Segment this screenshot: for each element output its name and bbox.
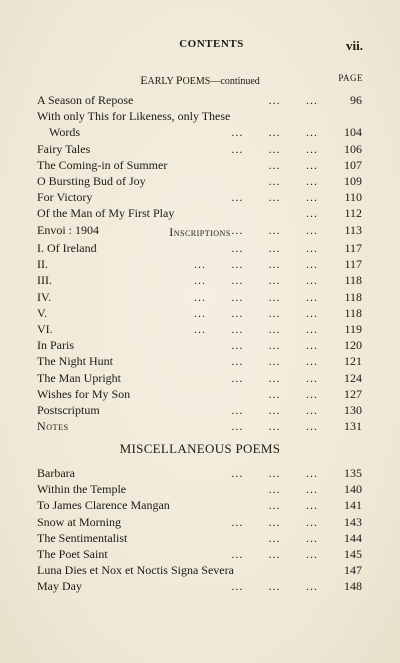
entry-title: Luna Dies et Nox et Noctis Signa Severa	[37, 563, 234, 578]
toc-entry	[37, 481, 362, 497]
section-label: EARLY POEMS—continued	[140, 73, 260, 87]
entry-page-number: 117	[344, 241, 362, 255]
page-column-label: PAGE	[338, 73, 363, 83]
leader-dots: ... ... ...	[231, 141, 318, 156]
toc-entry	[37, 546, 362, 562]
entry-page-number: 118	[344, 305, 362, 320]
leader-dots: ... ... ...	[231, 546, 318, 561]
entry-title: The Night Hunt	[37, 354, 113, 369]
entry-page-number: 113	[344, 222, 362, 237]
entry-title: A Season of Repose	[37, 93, 134, 107]
entry-title: Of the Man of My First Play	[37, 206, 175, 221]
entry-page-number: 135	[344, 466, 362, 480]
leader-dots: ... ... ...	[231, 190, 318, 205]
entry-title: Notes	[37, 419, 69, 434]
toc-entry	[37, 256, 362, 272]
entry-title: IV.	[37, 289, 52, 304]
entry-title: II.	[37, 257, 48, 272]
leader-dots: ... ... ...	[231, 402, 318, 417]
entry-title: Wishes for My Son	[37, 386, 131, 401]
entry-page-number: 118	[344, 289, 362, 304]
section-heading-miscellaneous: MISCELLANEOUS POEMS	[119, 441, 281, 456]
leader-dots: ... ... ... ...	[194, 257, 318, 272]
toc-entry	[37, 530, 362, 546]
leader-dots: ... ...	[268, 482, 318, 497]
entry-page-number: 119	[344, 321, 362, 336]
entry-page-number: 96	[350, 93, 362, 107]
toc-entry	[37, 321, 362, 337]
toc-entry	[37, 578, 362, 594]
toc-entry	[37, 497, 362, 513]
entry-title: V.	[37, 305, 48, 320]
entry-title: May Day	[37, 579, 82, 594]
leader-dots: ... ... ...	[231, 338, 318, 353]
toc-entry	[37, 305, 362, 321]
toc-entry	[37, 514, 362, 530]
leader-dots: ... ... ... ...	[194, 321, 318, 336]
entry-page-number: 106	[344, 141, 362, 156]
leader-dots: ... ... ... ...	[194, 305, 318, 320]
entry-title: Barbara	[37, 466, 75, 480]
entry-title: The Sentimentalist	[37, 530, 128, 545]
entry-page-number: 140	[344, 482, 362, 497]
leader-dots: ... ... ...	[231, 579, 318, 594]
entry-title: I. Of Ireland	[37, 241, 97, 255]
section-heading-inscriptions	[0, 225, 400, 239]
toc-entry	[37, 465, 362, 481]
entry-title: The Man Upright	[37, 370, 121, 385]
leader-dots: ... ... ...	[231, 370, 318, 385]
toc-entry	[37, 173, 362, 189]
toc-entry	[37, 141, 362, 157]
entry-title: To James Clarence Mangan	[37, 498, 170, 513]
toc-entry	[37, 289, 362, 305]
entry-title: Snow at Morning	[37, 514, 121, 529]
leader-dots: ... ...	[268, 173, 318, 188]
entry-page-number: 130	[344, 402, 362, 417]
toc-entry	[37, 386, 362, 402]
leader-dots: ... ... ...	[231, 419, 318, 434]
entry-page-number: 121	[344, 354, 362, 369]
entry-title: Postscriptum	[37, 402, 100, 417]
entry-page-number: 109	[344, 173, 362, 188]
entry-page-number: 118	[344, 273, 362, 288]
toc-entry	[37, 272, 362, 288]
entry-page-number: 127	[344, 386, 362, 401]
toc-entry	[37, 205, 362, 221]
toc-entry	[37, 370, 362, 386]
toc-entry	[37, 108, 362, 124]
toc-entry	[37, 157, 362, 173]
early-poems-list	[37, 92, 362, 238]
entry-title: Envoi : 1904	[37, 222, 99, 237]
entry-page-number: 110	[344, 190, 362, 205]
leader-dots: ... ... ...	[231, 514, 318, 529]
entry-title: O Bursting Bud of Joy	[37, 173, 146, 188]
entry-title: In Paris	[37, 338, 74, 353]
entry-title: Words	[49, 125, 81, 140]
entry-page-number: 104	[344, 125, 362, 140]
toc-entry	[37, 337, 362, 353]
leader-dots: ... ...	[268, 530, 318, 545]
entry-page-number: 131	[344, 419, 362, 434]
entry-page-number: 120	[344, 338, 362, 353]
leader-dots: ... ... ...	[231, 241, 318, 255]
entry-title: The Coming-in of Summer	[37, 157, 168, 172]
section-heading-early-poems	[0, 73, 400, 87]
leader-dots: ... ...	[268, 386, 318, 401]
entry-title: III.	[37, 273, 52, 288]
entry-page-number: 148	[344, 579, 362, 594]
leader-dots: ... ...	[268, 498, 318, 513]
entry-page-number: 145	[344, 546, 362, 561]
miscellaneous-poems-list	[37, 465, 362, 595]
toc-entry	[37, 124, 362, 140]
leader-dots: ... ... ...	[231, 222, 318, 237]
leader-dots: ... ... ... ...	[194, 273, 318, 288]
leader-dots: ... ... ... ...	[194, 289, 318, 304]
toc-entry	[37, 402, 362, 418]
leader-dots: ... ... ...	[231, 466, 318, 480]
leader-dots: ... ... ...	[231, 125, 318, 140]
section-label: Inscriptions	[169, 225, 231, 239]
page-title: CONTENTS	[179, 38, 244, 50]
leader-dots: ... ...	[268, 157, 318, 172]
entry-title: For Victory	[37, 190, 93, 205]
page-number: vii.	[346, 38, 363, 53]
entry-title: The Poet Saint	[37, 546, 108, 561]
entry-page-number: 117	[344, 257, 362, 272]
toc-entry	[37, 189, 362, 205]
leader-dots: ...	[305, 206, 318, 221]
toc-entry	[37, 562, 362, 578]
toc-entry	[37, 418, 362, 434]
entry-page-number: 144	[344, 530, 362, 545]
entry-page-number: 143	[344, 514, 362, 529]
entry-title: Fairy Tales	[37, 141, 91, 156]
toc-entry	[37, 353, 362, 369]
toc-entry	[37, 92, 362, 108]
inscriptions-list	[37, 240, 362, 434]
entry-title: With only This for Likeness, only These	[37, 109, 231, 124]
entry-page-number: 112	[344, 206, 362, 221]
entry-page-number: 147	[344, 563, 362, 578]
entry-title: Within the Temple	[37, 482, 127, 497]
leader-dots: ... ... ...	[231, 354, 318, 369]
entry-page-number: 124	[344, 370, 362, 385]
toc-entry	[37, 240, 362, 256]
leader-dots: ... ...	[268, 93, 318, 107]
entry-page-number: 107	[344, 157, 362, 172]
running-head	[60, 38, 363, 54]
entry-page-number: 141	[344, 498, 362, 513]
entry-title: VI.	[37, 321, 53, 336]
